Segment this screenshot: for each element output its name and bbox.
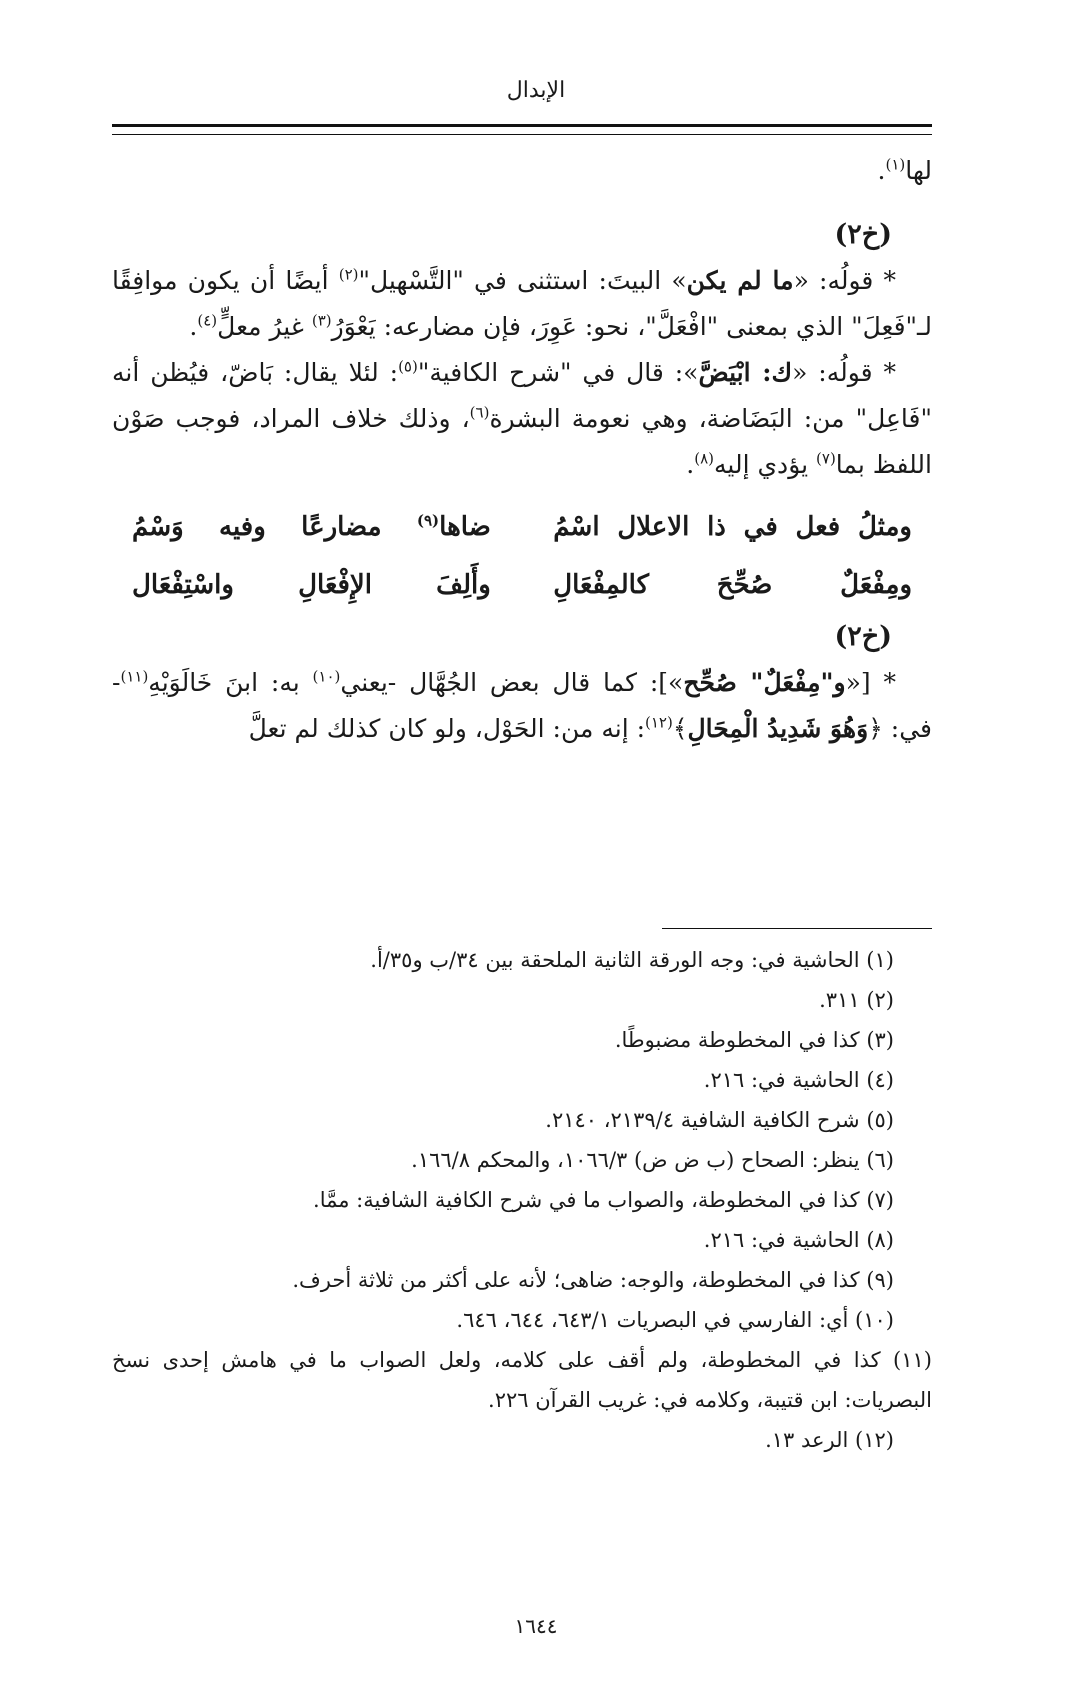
verse-hemistich: وأَلِفَ الإِفْعَالِ واسْتِفْعَال	[132, 570, 491, 600]
footnotes	[112, 940, 932, 1460]
footnote: (١) الحاشية في: وجه الورقة الثانية الملحقة بين ٣٤/ب و٣٥/أ.	[370, 948, 894, 972]
page-number: ١٦٤٤	[514, 1614, 558, 1638]
footnote-ref: (٣)	[311, 311, 332, 330]
footnote: (١١) كذا في المخطوطة، ولم أقف على كلامه، ولعل الصواب ما في هامش إحدى نسخ البصريات: ابن قتيبة، وكلامه في: غريب القرآن ٢٢٦.	[112, 1348, 932, 1412]
verse-line	[132, 498, 912, 556]
manuscript-marker: (خ٢)	[834, 621, 892, 652]
footnote: (٩) كذا في المخطوطة، والوجه: ضاهى؛ لأنه على أكثر من ثلاثة أحرف.	[292, 1268, 894, 1292]
paragraph: * قولُه: «ك: ابْيَضَّ»: قال في "شرح الكافية"$^{(٥)}$: لئلا يقال: بَاضّ، فيُظن أنه "فَاعِل" من: البَضَاضة، وهي نعومة البشرة$^{(٦)}$، وذلك خلاف المراد، فوجب صَوْن اللفظ بما$^{(٧)}$ يؤدي إليه$^{(٨)}$.	[112, 357, 932, 479]
footnote: (٣) كذا في المخطوطة مضبوطًا.	[614, 1028, 894, 1052]
footnote-ref: (٢)	[338, 265, 359, 284]
footnote-ref: (٥)	[398, 357, 418, 376]
footnote: (٨) الحاشية في: ٢١٦.	[703, 1228, 894, 1252]
quoted-phrase: ك: ابْيَضَّ	[698, 358, 793, 387]
footnote-ref: (١)	[885, 155, 906, 174]
verse-line	[132, 556, 912, 614]
footnote-ref: (٩)	[416, 511, 440, 530]
footnote: (١٢) الرعد ١٣.	[765, 1428, 894, 1452]
quran-quote: وَهُوَ شَدِيدُ الْمِحَالِ	[687, 714, 869, 743]
footnote: (٥) شرح الكافية الشافية ٢١٣٩/٤، ٢١٤٠.	[545, 1108, 894, 1132]
footnote-ref: (١١)	[120, 667, 149, 686]
manuscript-marker: (خ٢)	[834, 219, 892, 250]
footnote-ref: (٤)	[197, 311, 218, 330]
running-header: الإبدال	[506, 78, 566, 103]
paragraph: * قولُه: «ما لم يكن» البيتَ: استثنى في "التَّسْهيل"$^{(٢)}$ أيضًا أن يكون موافِقًا لـ"فَعِلَ" الذي بمعنى "افْعَلَّ"، نحو: عَوِرَ، فإن مضارعه: يَعْوَرُ$^{(٣)}$ غيرُ معلٍّ$^{(٤)}$.	[112, 265, 932, 341]
footnote: (٢) ٣١١.	[819, 988, 894, 1012]
footnote-ref: (١٢)	[645, 713, 673, 732]
footnote-ref: (١٠)	[312, 667, 341, 686]
footnote-ref: (٧)	[816, 449, 836, 468]
footnote-ref: (٨)	[694, 449, 715, 468]
footnote-ref: (٦)	[469, 403, 490, 422]
main-text	[112, 148, 932, 752]
continuation-line: لها$^{(١)}$.	[877, 155, 932, 185]
footnote: (١٠) أي: الفارسي في البصريات ٦٤٣/١، ٦٤٤، ٦٤٦.	[456, 1308, 894, 1332]
verse-hemistich: ضاها$^{(٩)}$ مضارعًا وفيه وَسْمُ	[132, 511, 491, 542]
footnote: (٧) كذا في المخطوطة، والصواب ما في شرح الكافية الشافية: ممَّا.	[313, 1188, 894, 1212]
footnote: (٦) ينظر: الصحاح (ب ض ض) ١٠٦٦/٣، والمحكم ١٦٦/٨.	[411, 1148, 894, 1172]
footnote-separator	[662, 928, 932, 929]
paragraph: * [«و"مِفْعَلٌ" صُحِّح»]: كما قال بعض الجُهَّال -يعني$^{(١٠)}$ به: ابنَ خَالَوَيْهِ$^{(١١)}$- في: ﴿وَهُوَ شَدِيدُ الْمِحَالِ﴾$^{(١٢)}$: إنه من: الحَوْل، ولو كان كذلك لم تعلَّ	[112, 667, 932, 743]
quoted-phrase: ما لم يكن	[686, 266, 794, 295]
quoted-phrase: و"مِفْعَلٌ" صُحِّح	[683, 668, 846, 697]
header-rule-thick	[112, 124, 932, 127]
verse-hemistich: ومِفْعَلٌ صُحِّحَ كالمِفْعَالِ	[553, 570, 912, 600]
footnote: (٤) الحاشية في: ٢١٦.	[703, 1068, 894, 1092]
verse-hemistich: ومثلُ فعل في ذا الاعلال اسْمُ	[553, 512, 912, 542]
poetry-verse	[132, 498, 912, 614]
header-rule-thin	[112, 134, 932, 135]
